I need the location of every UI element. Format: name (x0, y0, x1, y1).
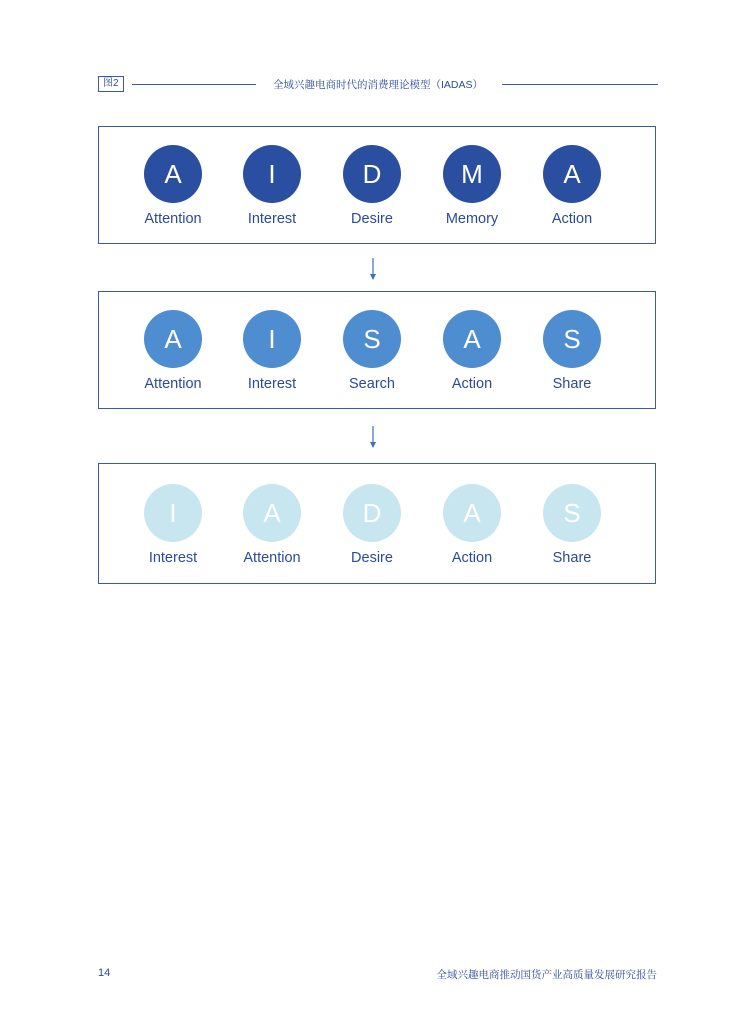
letter-circle: D (343, 484, 401, 542)
stage-word: Interest (247, 211, 297, 227)
stage-item (522, 484, 622, 574)
report-title: 全域兴趣电商推动国货产业高质量发展研究报告 (436, 969, 657, 981)
figure-label: 图2 (98, 76, 124, 92)
letter-circle: A (144, 310, 202, 368)
page-number: 14 (98, 967, 111, 979)
stage-aisas (98, 291, 656, 409)
stage-word: Attention (243, 550, 301, 566)
stage-item (123, 484, 223, 574)
stage-word: Action (451, 550, 493, 566)
letter-circle: I (243, 310, 301, 368)
letter-circle: I (243, 145, 301, 203)
stage-word: Interest (148, 550, 198, 566)
stage-item (322, 310, 422, 400)
letter-circle: I (144, 484, 202, 542)
letter-circle: A (543, 145, 601, 203)
stage-item (522, 145, 622, 235)
stage-word: Search (349, 376, 395, 392)
letter-circle: D (343, 145, 401, 203)
letter-circle: S (543, 310, 601, 368)
header-rule-right (502, 84, 658, 85)
stage-iadas (98, 463, 656, 584)
stage-word: Action (451, 376, 493, 392)
stage-item (422, 484, 522, 574)
letter-circle: S (343, 310, 401, 368)
stage-word: Action (551, 211, 593, 227)
down-arrow-icon (367, 258, 379, 282)
stage-word: Desire (351, 550, 393, 566)
letter-circle: S (543, 484, 601, 542)
stage-item (222, 484, 322, 574)
header-rule-left (132, 84, 256, 85)
letter-circle: A (243, 484, 301, 542)
letter-circle: M (443, 145, 501, 203)
stage-item (422, 145, 522, 235)
stage-word: Share (552, 376, 592, 392)
stage-item (522, 310, 622, 400)
down-arrow-icon (367, 426, 379, 450)
letter-circle: A (144, 145, 202, 203)
stage-item (222, 310, 322, 400)
stage-word: Desire (351, 211, 393, 227)
figure-title: 全域兴趣电商时代的消费理论模型（IADAS） (272, 79, 483, 91)
stage-word: Memory (445, 211, 499, 227)
stage-aidma (98, 126, 656, 244)
stage-item (222, 145, 322, 235)
stage-word: Attention (144, 376, 202, 392)
letter-circle: A (443, 484, 501, 542)
stage-word: Share (552, 550, 592, 566)
stage-item (322, 145, 422, 235)
stage-word: Attention (144, 211, 202, 227)
stage-item (123, 145, 223, 235)
letter-circle: A (443, 310, 501, 368)
stage-item (123, 310, 223, 400)
figure-header (98, 76, 658, 92)
stage-item (422, 310, 522, 400)
stage-item (322, 484, 422, 574)
stage-word: Interest (247, 376, 297, 392)
